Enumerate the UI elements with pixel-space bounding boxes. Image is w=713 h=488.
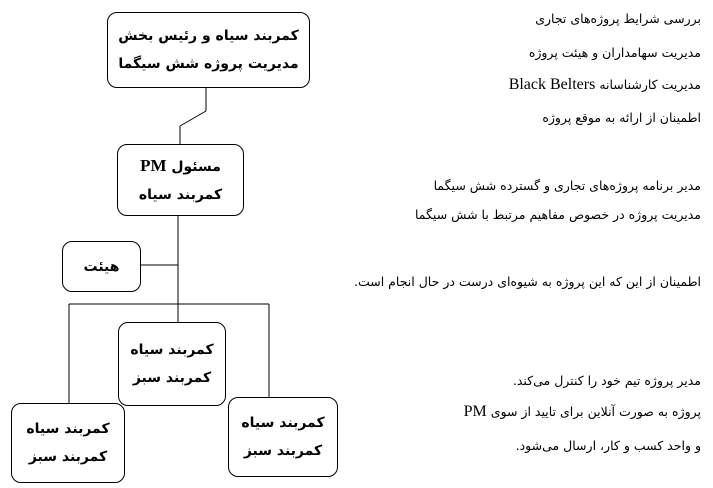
note-3-latin: Black Belters bbox=[508, 76, 596, 93]
note-3-text: مدیریت کارشناسانه bbox=[599, 77, 701, 92]
note-2: مدیریت سهامداران و هیئت پروژه bbox=[528, 45, 701, 60]
note-1: بررسی شرایط پروژه‌های تجاری bbox=[535, 11, 701, 26]
pm-box bbox=[117, 144, 244, 216]
pm-line1 bbox=[140, 152, 221, 181]
note-5: مدیر برنامه پروژه‌های تجاری و گسترده شش سیگما bbox=[433, 178, 701, 193]
center-line2: کمربند سبز bbox=[132, 370, 212, 386]
left-line2: کمربند سبز bbox=[28, 449, 108, 465]
note-9-latin: PM bbox=[463, 403, 487, 420]
note-6: مدیریت پروژه در خصوص مفاهیم مرتبط با شش سیگما bbox=[414, 207, 701, 222]
center-belt-box bbox=[118, 322, 226, 406]
head-box bbox=[107, 12, 310, 88]
right-line1: کمربند سیاه bbox=[241, 415, 325, 431]
note-10: و واحد کسب و کار، ارسال می‌شود. bbox=[515, 438, 701, 453]
left-line1: کمربند سیاه bbox=[26, 421, 110, 437]
head-line1: کمربند سیاه و رئیس بخش bbox=[118, 28, 299, 44]
right-belt-box bbox=[228, 397, 338, 477]
pm-line2: کمربند سیاه bbox=[138, 186, 223, 203]
pm-title-latin: PM bbox=[140, 155, 167, 175]
board-label: هیئت bbox=[83, 258, 120, 275]
note-3 bbox=[509, 76, 701, 94]
note-7: اطمینان از این که این پروژه به شیوه‌ای درست در حال انجام است. bbox=[354, 274, 701, 289]
center-line1: کمربند سیاه bbox=[130, 342, 214, 358]
line-head-diagonal bbox=[180, 111, 206, 126]
note-4: اطمینان از ارائه به موقع پروژه bbox=[542, 110, 701, 125]
board-box bbox=[62, 241, 141, 292]
head-line2: مدیریت پروژه شش سیگما bbox=[118, 56, 299, 72]
right-line2: کمربند سبز bbox=[243, 443, 323, 459]
note-9 bbox=[464, 403, 701, 421]
pm-title-word: مسئول bbox=[171, 158, 221, 175]
left-belt-box bbox=[11, 403, 125, 483]
note-8: مدیر پروژه تیم خود را کنترل می‌کند. bbox=[512, 373, 701, 388]
note-9-text: پروژه به صورت آنلاین برای تایید از سوی bbox=[490, 404, 701, 419]
